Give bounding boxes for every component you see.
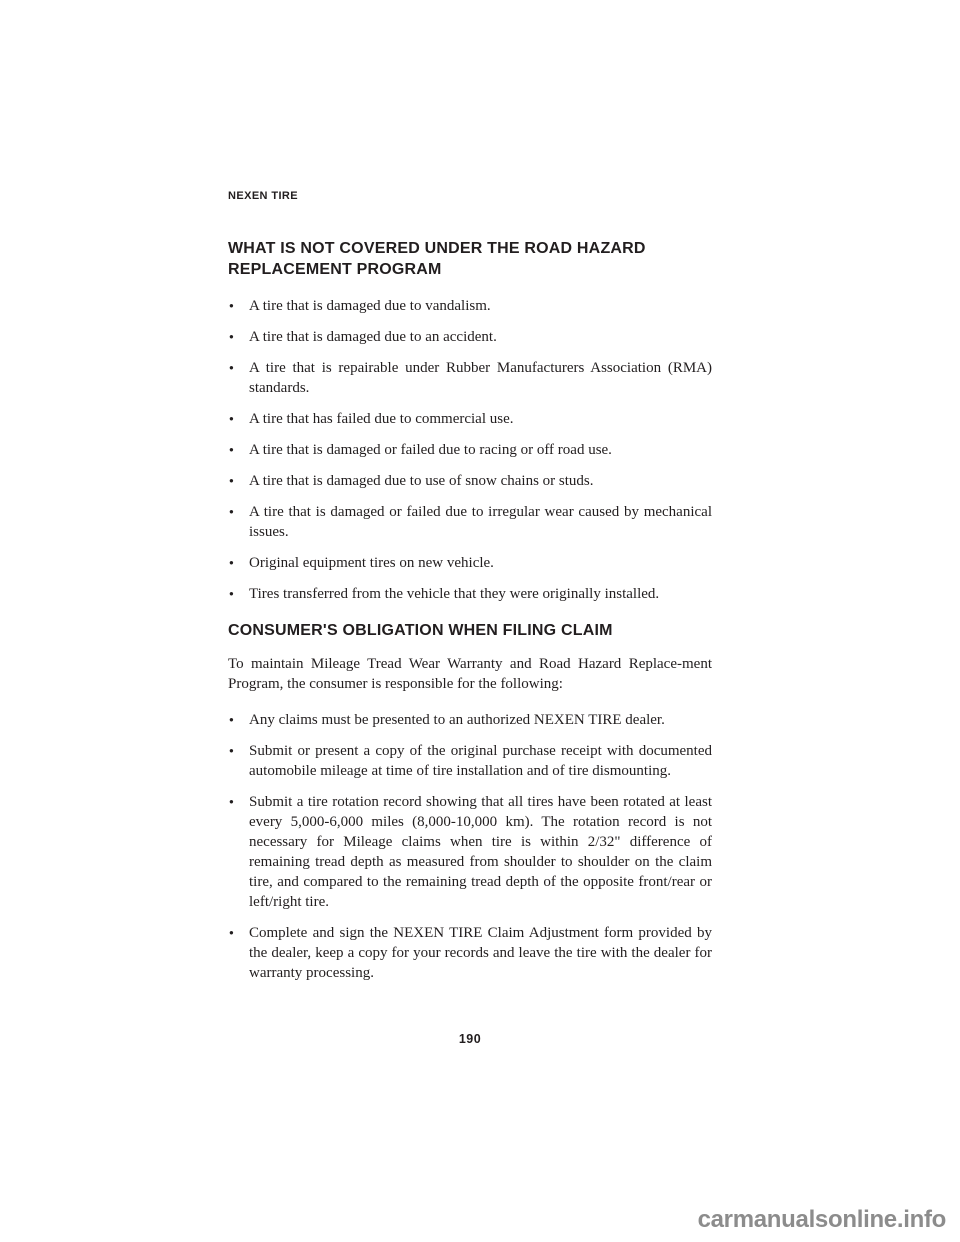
bullet-icon <box>229 710 239 730</box>
consumer-obligation-intro: To maintain Mileage Tread Wear Warranty and Road Hazard Replace-ment Program, the consumer is responsible for the following: <box>228 656 712 692</box>
list-item <box>228 296 712 316</box>
list-item <box>228 923 712 983</box>
bullet-icon <box>229 358 239 378</box>
list-item <box>228 502 712 542</box>
list-item-text: Any claims must be presented to an authorized NEXEN TIRE dealer. <box>249 712 665 728</box>
bullet-icon <box>229 584 239 604</box>
consumer-obligation-list <box>228 710 712 983</box>
bullet-icon <box>229 440 239 460</box>
list-item-text: Complete and sign the NEXEN TIRE Claim Adjustment form provided by the dealer, keep a copy for your records and leave the tire with the dealer for warranty processing. <box>249 925 712 981</box>
page-content <box>228 190 712 983</box>
list-item <box>228 741 712 781</box>
list-item <box>228 409 712 429</box>
list-item <box>228 440 712 460</box>
list-item <box>228 553 712 573</box>
bullet-icon <box>229 792 239 812</box>
page-number: 190 <box>458 1032 482 1046</box>
section-heading-consumer-obligation: CONSUMER'S OBLIGATION WHEN FILING CLAIM <box>228 622 613 639</box>
list-item-text: A tire that is repairable under Rubber Manufacturers Association (RMA) standards. <box>249 360 712 396</box>
list-item-text: A tire that is damaged due to an accident. <box>249 329 497 345</box>
bullet-icon <box>229 553 239 573</box>
list-item <box>228 710 712 730</box>
watermark: carmanualsonline.info <box>697 1206 946 1233</box>
list-item <box>228 471 712 491</box>
bullet-icon <box>229 327 239 347</box>
list-item-text: A tire that is damaged due to vandalism. <box>249 298 491 314</box>
list-item <box>228 358 712 398</box>
not-covered-list <box>228 296 712 604</box>
list-item-text: A tire that is damaged or failed due to racing or off road use. <box>249 442 612 458</box>
section-heading-not-covered: WHAT IS NOT COVERED UNDER THE ROAD HAZARD REPLACEMENT PROGRAM <box>228 240 646 278</box>
list-item <box>228 584 712 604</box>
list-item-text: Tires transferred from the vehicle that they were originally installed. <box>249 586 660 602</box>
bullet-icon <box>229 502 239 522</box>
list-item-text: Submit a tire rotation record showing that all tires have been rotated at least every 5,000-6,000 miles (8,000-10,000 km). The rotation record is not necessary for Mileage claims when tire is within 2/32" difference of remaining tread depth as measured from shoulder to shoulder on the claim tire, and compared to the remaining tread depth of the opposite front/rear or left/right tire. <box>249 794 712 910</box>
list-item <box>228 792 712 912</box>
list-item <box>228 327 712 347</box>
list-item-text: Submit or present a copy of the original purchase receipt with documented automobile mileage at time of tire installation and of tire dismounting. <box>249 743 712 779</box>
bullet-icon <box>229 296 239 316</box>
running-header: NEXEN TIRE <box>228 190 299 202</box>
list-item-text: A tire that has failed due to commercial use. <box>249 411 514 427</box>
list-item-text: A tire that is damaged or failed due to irregular wear caused by mechanical issues. <box>249 504 712 540</box>
bullet-icon <box>229 471 239 491</box>
bullet-icon <box>229 409 239 429</box>
list-item-text: A tire that is damaged due to use of snow chains or studs. <box>249 473 594 489</box>
bullet-icon <box>229 741 239 761</box>
list-item-text: Original equipment tires on new vehicle. <box>249 555 494 571</box>
bullet-icon <box>229 923 239 943</box>
